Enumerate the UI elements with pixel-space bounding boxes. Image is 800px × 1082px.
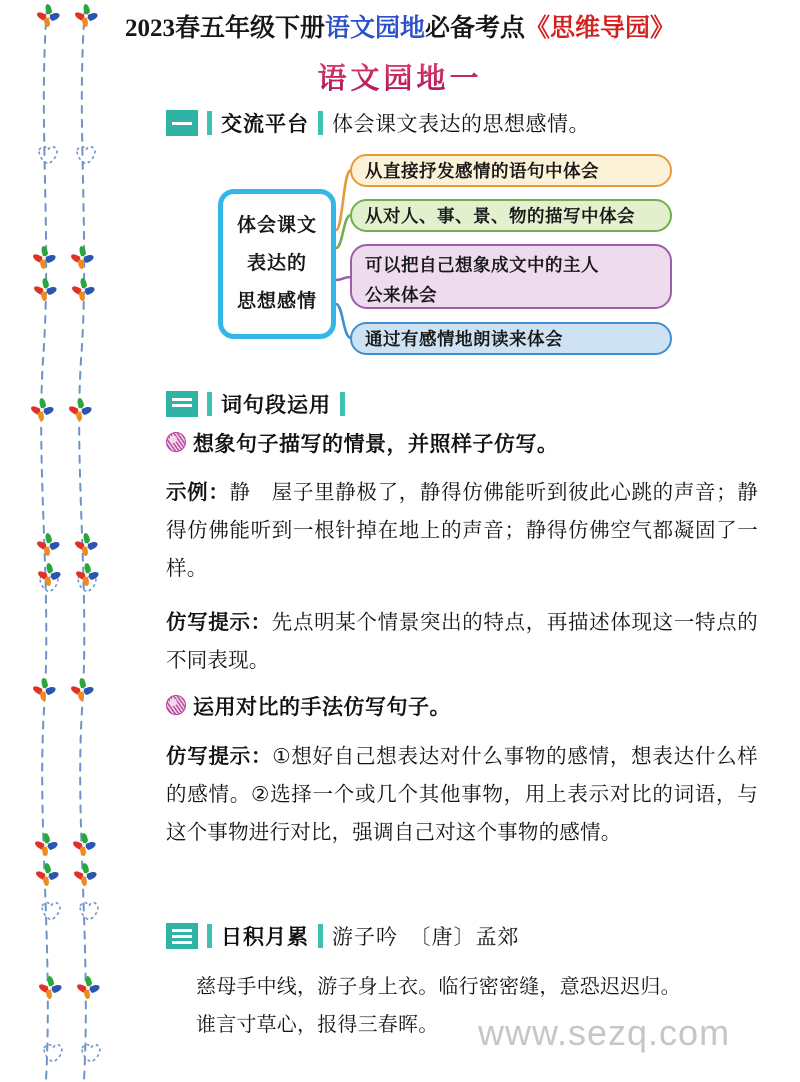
hint-paragraph-2 xyxy=(166,738,758,852)
section-number-icon-two xyxy=(166,391,198,417)
hint-1-text: 先点明某个情景突出的特点，再描述体现这一特点的不同表现。 xyxy=(166,611,758,672)
mindmap-root-line-1: 体会课文 xyxy=(236,215,317,236)
divider-bar xyxy=(207,392,212,416)
title-part-2: 语文园地 xyxy=(324,15,425,42)
hint-paragraph-1 xyxy=(166,604,758,680)
example-paragraph xyxy=(166,474,758,588)
section-subtitle-3: 游子吟 〔唐〕孟郊 xyxy=(332,925,520,949)
mindmap-branch-3 xyxy=(350,244,672,309)
divider-bar xyxy=(207,111,212,135)
mindmap-branch-1 xyxy=(350,154,672,187)
mindmap-branch-2-label: 从对人、事、景、物的描写中体会 xyxy=(365,206,635,226)
poem-line-2: 谁言寸草心，报得三春晖。 xyxy=(196,1014,439,1036)
example-text: 静 屋子里静极了，静得仿佛能听到彼此心跳的声音；静得仿佛能听到一根针掉在地上的声音；静得仿佛空气都凝固了一样。 xyxy=(166,481,758,580)
page-title xyxy=(0,8,800,44)
mindmap-root-node xyxy=(218,189,336,339)
section-number-icon-three xyxy=(166,923,198,949)
hint-2-text: ①想好自己想表达对什么事物的感情，想表达什么样的感情。②选择一个或几个其他事物，用上表示对比的词语，与这个事物进行对比，强调自己对这个事物的感情。 xyxy=(166,745,759,844)
section-subtitle-1: 体会课文表达的思想感情。 xyxy=(332,113,590,136)
hint-2-label: 仿写提示： xyxy=(166,745,273,768)
seal-icon xyxy=(166,695,186,715)
section-header-2 xyxy=(166,389,354,419)
pinwheel-icon-group xyxy=(31,4,100,999)
mindmap-branch-1-label: 从直接抒发感情的语句中体会 xyxy=(365,161,599,181)
title-part-4: 《思维导园》 xyxy=(525,15,676,42)
mindmap-branch-3-line-2: 公来体会 xyxy=(365,285,437,305)
mindmap-branch-3-line-1: 可以把自己想象成文中的主人 xyxy=(365,255,599,275)
decorative-pinwheel-border xyxy=(0,0,150,1082)
mindmap-root-line-2: 表达的 xyxy=(246,253,307,274)
mindmap-branch-4 xyxy=(350,322,672,355)
bullet-item-1 xyxy=(166,428,766,458)
poem-line-1: 慈母手中线，游子身上衣。临行密密缝，意恐迟迟归。 xyxy=(196,976,681,998)
divider-bar xyxy=(340,392,345,416)
example-label: 示例： xyxy=(166,481,230,504)
section-title-1: 交流平台 xyxy=(221,113,309,136)
title-part-1: 2023春五年级下册 xyxy=(124,15,325,42)
section-title-2: 词句段运用 xyxy=(221,394,331,417)
bullet-item-2-label: 运用对比的手法仿写句子。 xyxy=(193,696,451,719)
mindmap-branch-4-label: 通过有感情地朗读来体会 xyxy=(365,329,563,349)
divider-bar xyxy=(318,924,323,948)
bullet-item-1-label: 想象句子描写的情景，并照样子仿写。 xyxy=(193,433,559,456)
mindmap-root-line-3: 思想感情 xyxy=(236,291,317,312)
mindmap xyxy=(215,152,675,377)
bullet-item-2 xyxy=(166,691,766,721)
page-subtitle: 语文园地一 xyxy=(0,56,800,97)
watermark: www.sezq.com xyxy=(478,1012,731,1053)
divider-bar xyxy=(318,111,323,135)
divider-bar xyxy=(207,924,212,948)
section-header-3 xyxy=(166,921,520,951)
section-number-icon-one xyxy=(166,110,198,136)
section-title-3: 日积月累 xyxy=(221,926,309,949)
hint-1-label: 仿写提示： xyxy=(166,611,272,634)
title-part-3: 必备考点 xyxy=(425,15,526,42)
seal-icon xyxy=(166,432,186,452)
mindmap-branch-2 xyxy=(350,199,672,232)
section-header-1 xyxy=(166,108,590,138)
